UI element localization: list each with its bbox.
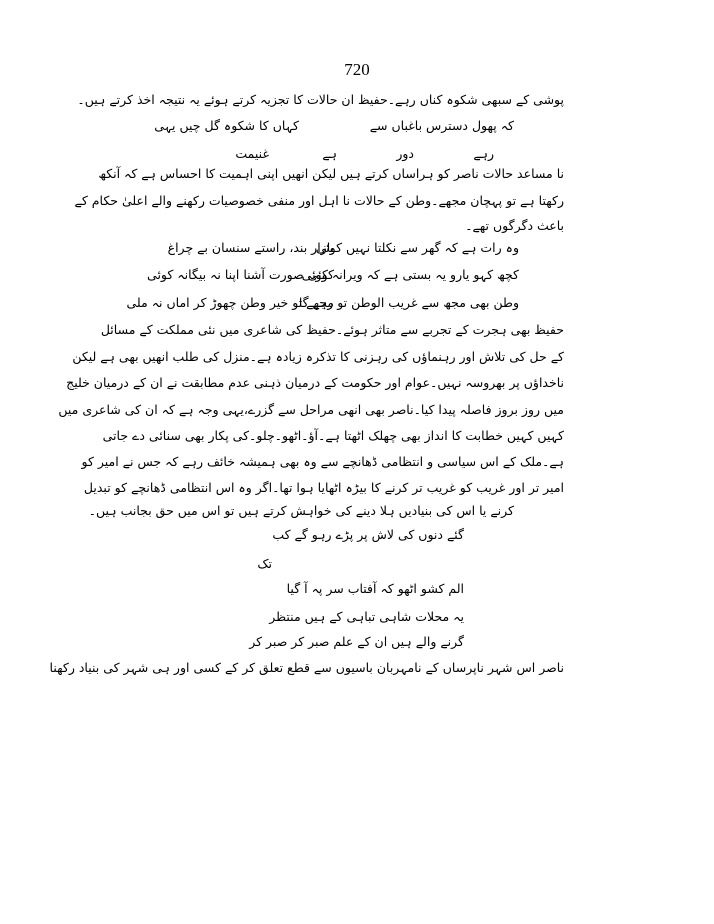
poem-line-3: الم کشو اٹھو کہ آفتاب سر پہ آ گیا	[286, 581, 464, 596]
paragraph-2-line-1: نا مساعد حالات ناصر کو ہراساں کرتے ہیں لیکن انھیں اپنی اہمیت کا احساس ہے کہ آنکھ	[98, 166, 564, 181]
paragraph-3-line-6: ہے۔ملک کے اس سیاسی و انتظامی ڈھانچے سے وہ بھی ہمیشہ خائف رہے کہ جس نے امیر کو	[81, 454, 564, 469]
poem-line-2: تک	[257, 556, 272, 571]
paragraph-4-line-1: ناصر اس شہر ناپرساں کے نامہربان باسیوں سے قطع تعلق کر کے کسی اور ہی شہر کی بنیاد رکھنا	[49, 660, 564, 675]
poem-line-1: گئے دنوں کی لاش پر پڑے رہو گے کب	[272, 527, 464, 542]
paragraph-3-line-5: کہیں کہیں خطابت کا انداز بھی چھلک اٹھتا ہے۔آؤ۔اٹھو۔چلو۔کی پکار بھی سنائی دے جاتی	[102, 428, 564, 443]
verse-3-left: وطن بھی مجھ سے غریب الوطن تو رہے گا	[298, 295, 519, 310]
couplet-1-line-2c: دور	[396, 146, 414, 161]
paragraph-3-line-1: حفیظ بھی ہجرت کے تجربے سے متاثر ہوئے۔حفیظ کی شاعری میں نئی مملکت کے مسائل	[100, 322, 564, 337]
paragraph-3-line-8: کرنے یا اس کی بنیادیں ہلا دینے کی خواہش کرتے ہیں تو اس میں حق بجانب ہیں۔	[88, 503, 514, 518]
paragraph-3-line-4: میں روز بروز فاصلہ پیدا کیا۔ناصر بھی انھی مراحل سے گزرے،یہی وجہ ہے کہ ان کی شاعری میں	[58, 402, 564, 417]
paragraph-3-line-2: کے حل کی تلاش اور رہنماؤں کی رہزنی کا تذکرہ زیادہ ہے۔منزل کی طلب انھیں بھی ہے لیکن	[72, 349, 564, 364]
poem-line-5: گرنے والے ہیں ان کے علم صبر کر صبر کر	[249, 634, 464, 649]
verse-2-right: کوئی صورت آشنا اپنا نہ بیگانہ کوئی	[147, 267, 334, 282]
couplet-1-line-1b: کہ پھول دسترس باغباں سے	[369, 118, 514, 133]
verse-2-left: کچھ کہو یارو یہ بستی ہے کہ ویرانہ کوئی	[301, 267, 519, 282]
paragraph-3-line-3: ناخداؤں پر بھروسہ نہیں۔عوام اور حکومت کے درمیان ذہنی عدم مطابقت نے ان کے درمیان خلیج	[66, 375, 564, 390]
couplet-1-line-1a: کہاں کا شکوہ گل چیں یہی	[154, 118, 299, 133]
couplet-1-line-2b: ہے	[322, 146, 337, 161]
couplet-1-line-2a: غنیمت	[235, 146, 269, 161]
verse-1-left: وہ رات ہے کہ گھر سے نکلتا نہیں کوئی	[315, 240, 519, 255]
verse-1-right: بازار بند، راستے سنسان بے چراغ	[167, 240, 334, 255]
paragraph-3-line-7: امیر تر اور غریب کو غریب تر کرنے کا بیڑہ اٹھایا ہوا تھا۔اگر وہ اس انتظامی ڈھانچے کو تبدیل	[83, 480, 564, 495]
verse-3-right: مجھے تو خیر وطن چھوڑ کر اماں نہ ملی	[126, 295, 334, 310]
paragraph-2-line-3: باعث دگرگوں تھے۔	[465, 218, 564, 233]
couplet-1-line-2d: رہے	[473, 146, 494, 161]
poem-line-4: یہ محلات شاہی تباہی کے ہیں منتظر	[269, 609, 464, 624]
paragraph-1-line-1: پوشی کے سبھی شکوہ کناں رہے۔حفیظ ان حالات کا تجزیہ کرتے ہوئے یہ نتیجہ اخذ کرتے ہیں۔	[77, 92, 564, 107]
page-number: 720	[344, 60, 370, 79]
paragraph-2-line-2: رکھتا ہے تو پہچان مجھے۔وطن کے حالات نا اہل اور منفی خصوصیات رکھنے والے اعلیٰ حکام کے	[74, 193, 564, 208]
